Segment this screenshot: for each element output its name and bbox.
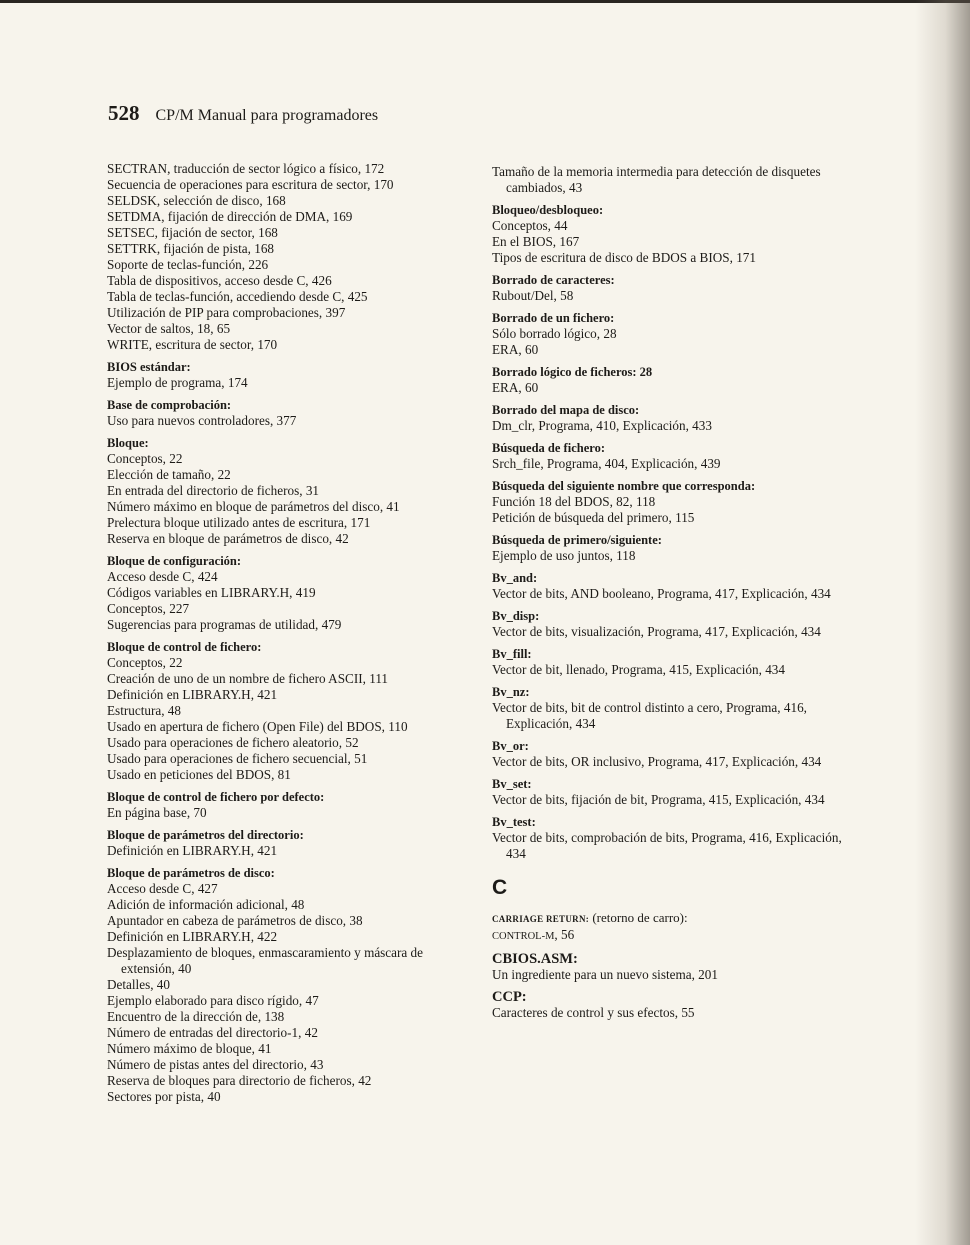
index-section [492,272,852,304]
index-entry: Encuentro de la dirección de, 138 [107,1009,285,1024]
index-entry: Usado para operaciones de fichero secuencial, 51 [107,751,368,766]
index-entry: Vector de saltos, 18, 65 [107,321,231,336]
index-entry: ERA, 60 [492,380,539,395]
index-entry: Número de pistas antes del directorio, 43 [107,1057,324,1072]
index-heading: Bloque de control de fichero por defecto: [107,790,325,804]
index-entry: SETDMA, fijación de dirección de DMA, 169 [107,209,353,224]
index-heading: Bv_nz: [492,685,530,699]
index-entry: Soporte de teclas-función, 226 [107,257,269,272]
index-heading: Bv_test: [492,815,536,829]
index-entry: SECTRAN, traducción de sector lógico a físico, 172 [107,161,385,176]
letter-heading-c: C [492,876,508,899]
index-entry: Número máximo de bloque, 41 [107,1041,272,1056]
running-title: CP/M Manual para programadores [155,107,379,124]
index-entry: Vector de bits, visualización, Programa, 417, Explicación, 434 [492,624,821,639]
index-heading: Bloque de parámetros de disco: [107,866,275,880]
index-entry [492,927,852,945]
index-heading: Bv_fill: [492,647,532,661]
index-entry: Acceso desde C, 424 [107,569,218,584]
index-heading: Búsqueda del siguiente nombre que corresponda: [492,479,756,493]
page-header [108,101,378,126]
index-entry: Acceso desde C, 427 [107,881,218,896]
index-entry: Caracteres de control y sus efectos, 55 [492,1005,695,1020]
index-section [107,397,472,429]
index-entry: Vector de bits, AND booleano, Programa, 417, Explicación, 434 [492,586,831,601]
index-section [492,440,852,472]
index-entry: Conceptos, 22 [107,655,183,670]
index-entry: Vector de bits, OR inclusivo, Programa, 417, Explicación, 434 [492,754,822,769]
index-entry: Elección de tamaño, 22 [107,467,231,482]
index-heading-smallcaps: CARRIAGE RETURN: [492,914,590,924]
index-heading: Bloque de configuración: [107,554,242,568]
index-section [492,776,852,808]
index-column-right [492,164,852,1027]
index-entry: Tabla de teclas-función, accediendo desde C, 425 [107,289,368,304]
index-heading: Bloque de control de fichero: [107,640,262,654]
index-entry: Uso para nuevos controladores, 377 [107,413,297,428]
index-section [492,532,852,564]
index-heading: CCP: [492,989,527,1005]
index-section [492,478,852,526]
index-section [107,161,472,353]
index-section [492,202,852,266]
index-entry: Sectores por pista, 40 [107,1089,221,1104]
index-entry-page: , 56 [554,927,575,942]
index-section [492,364,852,396]
index-entry: Ejemplo de uso juntos, 118 [492,548,636,563]
index-entry: Usado para operaciones de fichero aleatorio, 52 [107,735,359,750]
index-entry: Prelectura bloque utilizado antes de escritura, 171 [107,515,371,530]
index-section [492,684,852,732]
index-heading: Bv_or: [492,739,529,753]
index-entry: SETSEC, fijación de sector, 168 [107,225,278,240]
book-spine-shadow [915,0,970,1245]
index-section [492,402,852,434]
index-entry: Secuencia de operaciones para escritura de sector, 170 [107,177,394,192]
index-section [492,164,852,196]
index-entry: En el BIOS, 167 [492,234,580,249]
index-entry: Conceptos, 227 [107,601,190,616]
index-heading: Bv_and: [492,571,538,585]
index-section [107,789,472,821]
index-heading: Bv_set: [492,777,532,791]
index-section [492,570,852,602]
index-column-left [107,161,472,1111]
index-entry: Usado en apertura de fichero (Open File) del BDOS, 110 [107,719,408,734]
index-section [107,865,472,1105]
index-section [107,359,472,391]
index-heading [492,910,852,927]
index-heading: Borrado de un fichero: [492,311,615,325]
index-section [492,814,852,862]
index-entry: Tamaño de la memoria intermedia para detección de disquetes cambiados, 43 [492,164,821,195]
index-entry: Número de entradas del directorio-1, 42 [107,1025,318,1040]
index-section [492,310,852,358]
index-entry: Tabla de dispositivos, acceso desde C, 426 [107,273,332,288]
index-entry: En página base, 70 [107,805,207,820]
index-entry: Apuntador en cabeza de parámetros de disco, 38 [107,913,363,928]
index-heading: CBIOS.ASM: [492,951,578,967]
index-entry: Función 18 del BDOS, 82, 118 [492,494,656,509]
index-heading: Borrado lógico de ficheros: 28 [492,365,653,379]
index-heading: Bloqueo/desbloqueo: [492,203,604,217]
index-entry: Vector de bit, llenado, Programa, 415, Explicación, 434 [492,662,785,677]
index-entry: Ejemplo de programa, 174 [107,375,248,390]
index-entry: Srch_file, Programa, 404, Explicación, 439 [492,456,721,471]
index-section-cbios [492,951,852,983]
index-heading: Bv_disp: [492,609,540,623]
index-entry: Desplazamiento de bloques, enmascaramiento y máscara de extensión, 40 [107,945,424,976]
index-heading-rest: (retorno de carro): [589,910,688,925]
index-section [107,435,472,547]
index-entry: Definición en LIBRARY.H, 421 [107,687,278,702]
index-heading: Bloque: [107,436,149,450]
index-section-ccp [492,989,852,1021]
top-edge-line [0,0,970,3]
index-heading: Borrado del mapa de disco: [492,403,640,417]
index-entry: Reserva de bloques para directorio de ficheros, 42 [107,1073,372,1088]
index-heading: BIOS estándar: [107,360,191,374]
index-entry: Definición en LIBRARY.H, 422 [107,929,278,944]
index-heading: Búsqueda de fichero: [492,441,605,455]
index-section-carriage-return [492,910,852,945]
index-section [492,646,852,678]
index-section [107,827,472,859]
index-heading: Borrado de caracteres: [492,273,615,287]
index-entry: WRITE, escritura de sector, 170 [107,337,278,352]
index-section [492,738,852,770]
index-entry: Reserva en bloque de parámetros de disco, 42 [107,531,349,546]
index-section [107,639,472,783]
index-entry: ERA, 60 [492,342,539,357]
index-entry: Definición en LIBRARY.H, 421 [107,843,278,858]
page-number: 528 [108,101,140,125]
index-column-right-entries [492,164,852,862]
index-entry: Códigos variables en LIBRARY.H, 419 [107,585,316,600]
index-entry: Tipos de escritura de disco de BDOS a BIOS, 171 [492,250,756,265]
index-entry: Número máximo en bloque de parámetros del disco, 41 [107,499,400,514]
index-entry: Creación de uno de un nombre de fichero ASCII, 111 [107,671,389,686]
index-heading: Base de comprobación: [107,398,232,412]
index-section [492,608,852,640]
index-entry: Detalles, 40 [107,977,170,992]
index-entry: Conceptos, 22 [107,451,183,466]
index-entry: Sugerencias para programas de utilidad, 479 [107,617,342,632]
index-entry: Estructura, 48 [107,703,181,718]
index-heading: Búsqueda de primero/siguiente: [492,533,662,547]
index-entry: Adición de información adicional, 48 [107,897,305,912]
index-entry: Vector de bits, comprobación de bits, Programa, 416, Explicación, 434 [492,830,842,861]
index-entry: Un ingrediente para un nuevo sistema, 201 [492,967,718,982]
index-entry: SETTRK, fijación de pista, 168 [107,241,275,256]
control-m-label: CONTROL-M [492,931,555,942]
index-entry: Petición de búsqueda del primero, 115 [492,510,695,525]
index-entry: Ejemplo elaborado para disco rígido, 47 [107,993,319,1008]
index-entry: Usado en peticiones del BDOS, 81 [107,767,291,782]
index-entry: SELDSK, selección de disco, 168 [107,193,286,208]
index-entry: Utilización de PIP para comprobaciones, 397 [107,305,346,320]
index-section [107,553,472,633]
index-entry: Sólo borrado lógico, 28 [492,326,617,341]
index-entry: Conceptos, 44 [492,218,568,233]
index-entry: Dm_clr, Programa, 410, Explicación, 433 [492,418,712,433]
index-heading: Bloque de parámetros del directorio: [107,828,304,842]
index-entry: En entrada del directorio de ficheros, 31 [107,483,320,498]
index-entry: Rubout/Del, 58 [492,288,574,303]
index-entry: Vector de bits, fijación de bit, Programa, 415, Explicación, 434 [492,792,825,807]
index-entry: Vector de bits, bit de control distinto a cero, Programa, 416, Explicación, 434 [492,700,807,731]
